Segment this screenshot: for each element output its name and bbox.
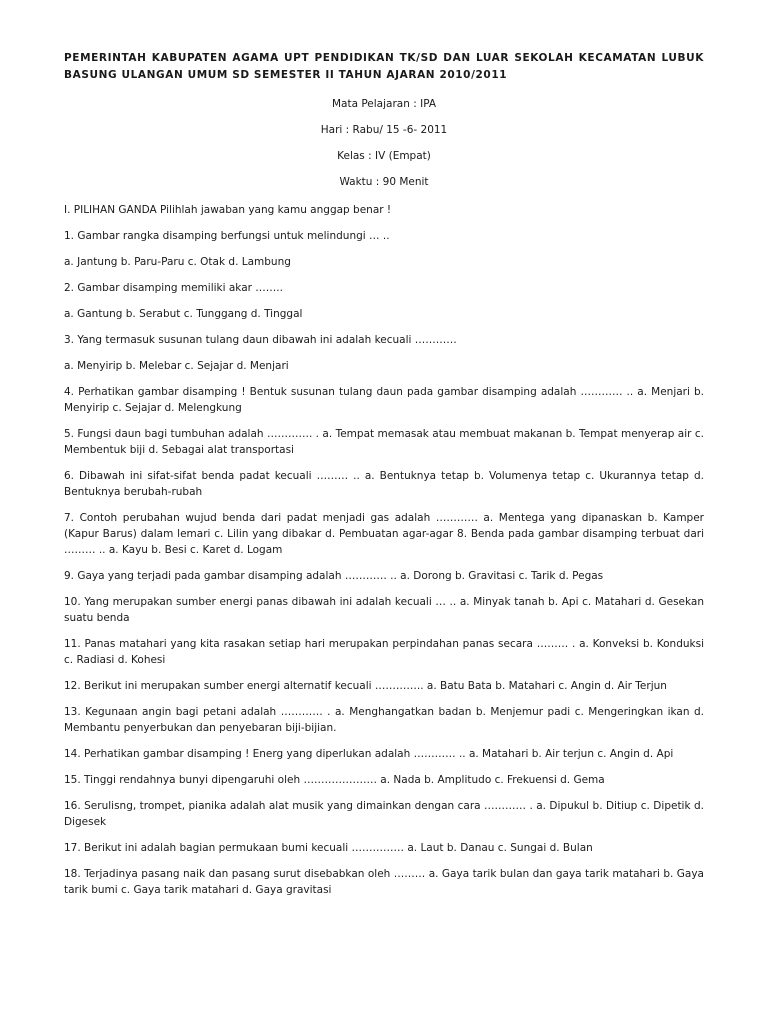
question-paragraph: 9. Gaya yang terjadi pada gambar disamping adalah ………… .. a. Dorong b. Gravitasi c. Tarik d. Pegas xyxy=(64,570,604,582)
subject-line: Mata Pelajaran : IPA xyxy=(331,98,437,110)
question-paragraph: 1. Gambar rangka disamping berfungsi untuk melindungi … .. xyxy=(64,230,390,242)
answer-options: a. Jantung b. Paru-Paru c. Otak d. Lambung xyxy=(64,256,291,268)
time-line: Waktu : 90 Menit xyxy=(339,176,429,188)
question-paragraph: 16. Serulisng, trompet, pianika adalah alat musik yang dimainkan dengan cara ………… . a. Dipukul b. Ditiup c. Dipetik d. Digesek xyxy=(64,800,704,828)
question-paragraph: 15. Tinggi rendahnya bunyi dipengaruhi oleh ………………… a. Nada b. Amplitudo c. Frekuensi d. Gema xyxy=(64,774,605,786)
answer-options: a. Menyirip b. Melebar c. Sejajar d. Menjari xyxy=(64,360,289,372)
question-paragraph: 11. Panas matahari yang kita rasakan setiap hari merupakan perpindahan panas secara ……… . a. Konveksi b. Konduksi c. Radiasi d. Kohesi xyxy=(64,638,704,666)
question-paragraph: 17. Berikut ini adalah bagian permukaan bumi kecuali …………… a. Laut b. Danau c. Sungai d. Bulan xyxy=(64,842,593,854)
class-line: Kelas : IV (Empat) xyxy=(337,150,431,162)
question-paragraph: 2. Gambar disamping memiliki akar …….. xyxy=(64,282,283,294)
question-paragraph: 5. Fungsi daun bagi tumbuhan adalah …………. . a. Tempat memasak atau membuat makanan b. Tempat menyerap air c. Membentuk biji d. Sebagai alat transportasi xyxy=(64,428,704,456)
section-heading: I. PILIHAN GANDA Pilihlah jawaban yang kamu anggap benar ! xyxy=(64,204,392,216)
question-paragraph: 7. Contoh perubahan wujud benda dari padat menjadi gas adalah ………… a. Mentega yang dipanaskan b. Kamper (Kapur Barus) dalam lemari c. Lilin yang dibakar d. Pembuatan agar-agar 8. Benda pada gambar disamping terbuat dari ……… .. a. Kayu b. Besi c. Karet d. Logam xyxy=(64,512,704,556)
question-paragraph: 13. Kegunaan angin bagi petani adalah ………… . a. Menghangatkan badan b. Menjemur padi c. Mengeringkan ikan d. Membantu penyerbukan dan penyebaran biji-bijian. xyxy=(64,706,704,734)
document-title: PEMERINTAH KABUPATEN AGAMA UPT PENDIDIKAN TK/SD DAN LUAR SEKOLAH KECAMATAN LUBUK BASUNG ULANGAN UMUM SD SEMESTER II TAHUN AJARAN 2010/2011 xyxy=(64,52,704,81)
question-paragraph: 12. Berikut ini merupakan sumber energi alternatif kecuali ………….. a. Batu Bata b. Matahari c. Angin d. Air Terjun xyxy=(64,680,667,692)
question-paragraph: 10. Yang merupakan sumber energi panas dibawah ini adalah kecuali … .. a. Minyak tanah b. Api c. Matahari d. Gesekan suatu benda xyxy=(64,596,704,624)
date-line: Hari : Rabu/ 15 -6- 2011 xyxy=(320,124,448,136)
question-paragraph: 14. Perhatikan gambar disamping ! Energ yang diperlukan adalah ………… .. a. Matahari b. Air terjun c. Angin d. Api xyxy=(64,748,674,760)
question-paragraph: 4. Perhatikan gambar disamping ! Bentuk susunan tulang daun pada gambar disamping adalah ………… .. a. Menjari b. Menyirip c. Sejajar d. Melengkung xyxy=(64,386,704,414)
question-paragraph: 18. Terjadinya pasang naik dan pasang surut disebabkan oleh ……… a. Gaya tarik bulan dan gaya tarik matahari b. Gaya tarik bumi c. Gaya tarik matahari d. Gaya gravitasi xyxy=(64,868,704,896)
answer-options: a. Gantung b. Serabut c. Tunggang d. Tinggal xyxy=(64,308,303,320)
question-paragraph: 3. Yang termasuk susunan tulang daun dibawah ini adalah kecuali ………… xyxy=(64,334,457,346)
question-paragraph: 6. Dibawah ini sifat-sifat benda padat kecuali ……… .. a. Bentuknya tetap b. Volumenya tetap c. Ukurannya tetap d. Bentuknya berubah-rubah xyxy=(64,470,704,498)
